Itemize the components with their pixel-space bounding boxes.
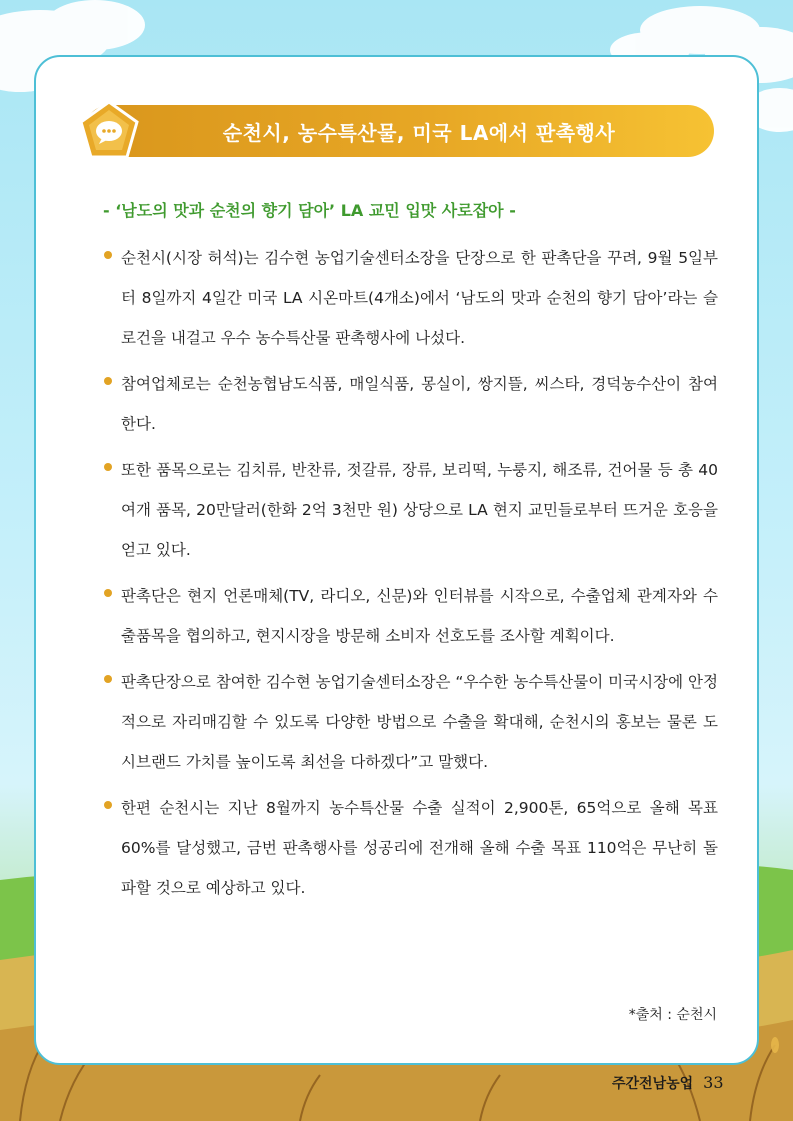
article-body [104,238,718,914]
page-title: 순천시, 농수특산물, 미국 LA에서 판촉행사 [222,120,616,145]
bullet-dot [104,801,112,809]
paragraph-text: 순천시(시장 허석)는 김수현 농업기술센터소장을 단장으로 한 판촉단을 꾸려, 9월 5일부터 8일까지 4일간 미국 LA 시온마트(4개소)에서 ‘남도의 맛과 순천의 향기 담아’라는 슬로건을 내걸고 우수 농수특산물 판촉행사에 나섰다. [121,249,718,347]
paragraph-text: 또한 품목으로는 김치류, 반찬류, 젓갈류, 장류, 보리떡, 누룽지, 해조류, 건어물 등 총 40여개 품목, 20만달러(한화 2억 3천만 원) 상당으로 LA 현지 교민들로부터 뜨거운 호응을 얻고 있다. [121,461,718,559]
paragraph [104,238,718,358]
paragraph-text: 한편 순천시는 지난 8월까지 농수특산물 수출 실적이 2,900톤, 65억으로 올해 목표 60%를 달성했고, 금번 판촉행사를 성공리에 전개해 올해 수출 목표 110억은 무난히 돌파할 것으로 예상하고 있다. [121,799,718,897]
subtitle: - ‘남도의 맛과 순천의 향기 담아’ LA 교민 입맛 사로잡아 - [103,201,516,220]
publication-name: 주간전남농업 [612,1076,694,1092]
bullet-dot [104,675,112,683]
speech-bubble-icon [78,100,140,162]
title-banner [84,105,714,157]
paragraph [104,662,718,782]
bullet-dot [104,251,112,259]
paragraph-text: 판촉단은 현지 언론매체(TV, 라디오, 신문)와 인터뷰를 시작으로, 수출업체 관계자와 수출품목을 협의하고, 현지시장을 방문해 소비자 선호도를 조사할 계획이다. [121,587,718,645]
page-footer [612,1073,724,1093]
paragraph [104,576,718,656]
paragraph [104,788,718,908]
paragraph [104,450,718,570]
paragraph-text: 판촉단장으로 참여한 김수현 농업기술센터소장은 “우수한 농수특산물이 미국시장에 안정적으로 자리매김할 수 있도록 다양한 방법으로 수출을 확대해, 순천시의 홍보는 물론 도시브랜드 가치를 높이도록 최선을 다하겠다”고 말했다. [121,673,718,771]
bullet-dot [104,377,112,385]
page-number: 33 [703,1073,724,1092]
paragraph-text: 참여업체로는 순천농협남도식품, 매일식품, 몽실이, 쌍지뜰, 씨스타, 경덕농수산이 참여한다. [121,375,718,433]
paragraph [104,364,718,444]
source-credit: *출처 : 순천시 [628,1007,717,1023]
bullet-dot [104,463,112,471]
bullet-dot [104,589,112,597]
